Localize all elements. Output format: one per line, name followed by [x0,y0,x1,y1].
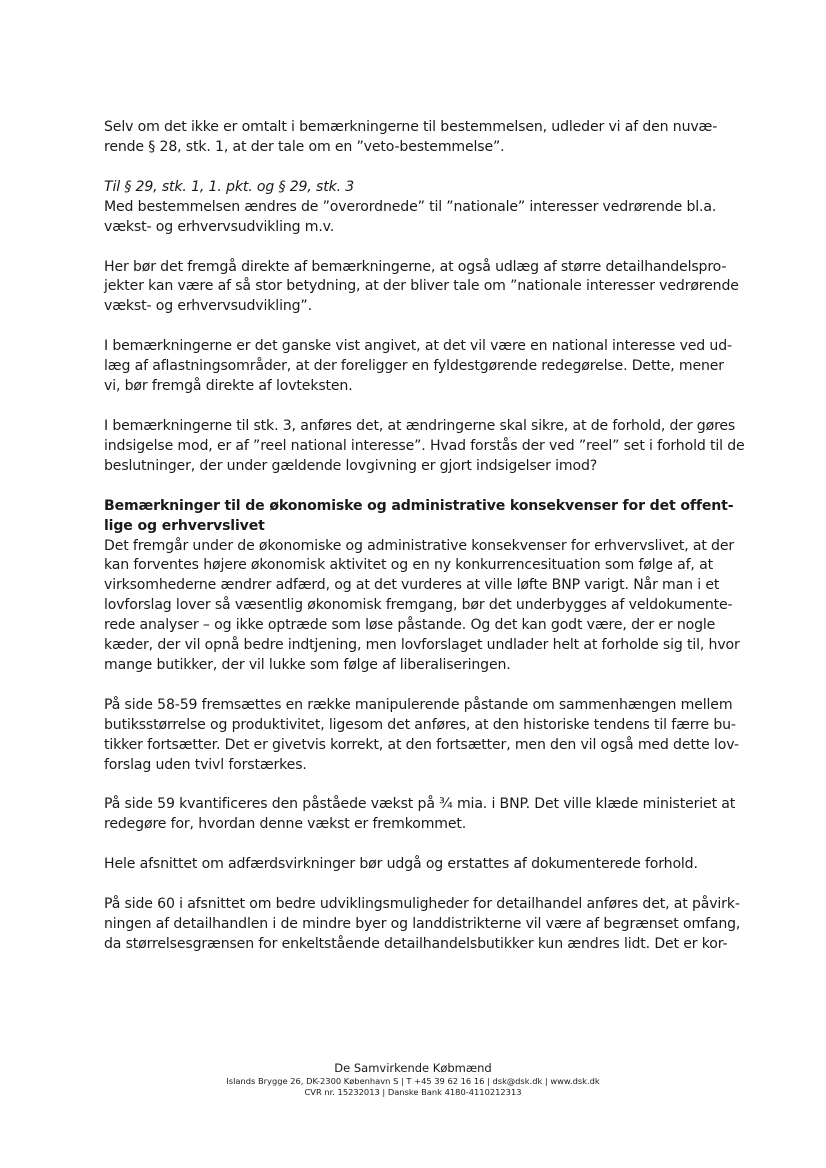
text-line: rede analyser – og ikke optræde som løse påstande. Og det kan godt være, der er nogle [104,617,716,634]
paragraph [104,178,726,238]
text-line: redegøre for, hvordan denne vækst er fremkommet. [104,816,467,833]
text-line: butiksstørrelse og produktivitet, ligesom det anføres, at den historiske tendens til færre bu- [104,716,736,733]
paragraph [104,118,726,158]
text-line: kæder, der vil opnå bedre indtjening, men lovforslaget undlader helt at forholde sig til, hvor [104,637,740,654]
text-line: På side 58-59 fremsættes en række manipulerende påstande om sammenhængen mellem [104,696,733,713]
text-line: vækst- og erhvervsudvikling”. [104,298,312,315]
text-line: jekter kan være af så stor betydning, at der bliver tale om ”nationale interesser vedrørende [104,278,739,295]
footer-organization-name: De Samvirkende Købmænd [334,1061,492,1075]
footer-address: Islands Brygge 26, DK-2300 København S | T +45 39 62 16 16 | dsk@dsk.dk | www.dsk.dk [226,1076,600,1086]
section-subheading: Til § 29, stk. 1, 1. pkt. og § 29, stk. 3 [104,178,355,195]
section-heading-line: lige og erhvervslivet [104,517,265,534]
paragraph [104,497,740,676]
text-line: læg af aflastningsområder, at der foreligger en fyldestgørende redegørelse. Dette, mener [104,358,724,375]
section-heading-line: Bemærkninger til de økonomiske og administrative konsekvenser for det offent- [104,497,734,514]
text-line: beslutninger, der under gældende lovgivning er gjort indsigelser imod? [104,457,598,474]
footer-registration: CVR nr. 15232013 | Danske Bank 4180-4110212313 [304,1087,522,1097]
document-body [104,118,745,975]
text-line: Med bestemmelsen ændres de ”overordnede” til ”nationale” interesser vedrørende bl.a. [104,198,717,215]
text-line: indsigelse mod, er af ”reel national interesse”. Hvad forstås der ved ”reel” set i forhold til de [104,437,745,454]
paragraph [104,795,736,835]
paragraph [104,337,732,397]
text-line: Selv om det ikke er omtalt i bemærkningerne til bestemmelsen, udleder vi af den nuvæ- [104,119,718,135]
text-line: I bemærkningerne til stk. 3, anføres det, at ændringerne skal sikre, at de forhold, der gøres [104,417,736,434]
text-line: På side 60 i afsnittet om bedre udviklingsmuligheder for detailhandel anføres det, at påvirk- [104,896,740,913]
text-line: På side 59 kvantificeres den påståede vækst på ¾ mia. i BNP. Det ville klæde ministeriet at [104,796,736,813]
paragraph [104,417,745,477]
paragraph [104,696,739,776]
text-line: tikker fortsætter. Det er givetvis korrekt, at den fortsætter, men den vil også med dette lov- [104,736,739,753]
text-line: vi, bør fremgå direkte af lovteksten. [104,378,353,395]
paragraph [104,258,739,318]
text-line: rende § 28, stk. 1, at der tale om en ”veto-bestemmelse”. [104,138,505,155]
text-line: Hele afsnittet om adfærdsvirkninger bør udgå og erstattes af dokumenterede forhold. [104,856,698,873]
letterhead-footer [0,1061,826,1098]
text-line: da størrelsesgrænsen for enkeltstående detailhandelsbutikker kun ændres lidt. Det er kor- [104,936,728,952]
text-line: kan forventes højere økonomisk aktivitet og en ny konkurrencesituation som følge af, at [104,557,713,574]
text-line: Her bør det fremgå direkte af bemærkningerne, at også udlæg af større detailhandelspro- [104,258,727,275]
text-line: I bemærkningerne er det ganske vist angivet, at det vil være en national interesse ved ud- [104,338,732,355]
text-line: ningen af detailhandlen i de mindre byer og landdistrikterne vil være af begrænset omfang, [104,916,741,933]
text-line: lovforslag lover så væsentlig økonomisk fremgang, bør det underbygges af veldokumente- [104,597,733,614]
text-line: mange butikker, der vil lukke som følge af liberaliseringen. [104,656,511,673]
text-line: Det fremgår under de økonomiske og administrative konsekvenser for erhvervslivet, at der [104,537,735,554]
text-line: forslag uden tvivl forstærkes. [104,756,307,773]
paragraph [104,855,726,875]
text-line: vækst- og erhvervsudvikling m.v. [104,218,335,235]
text-line: virksomhederne ændrer adfærd, og at det vurderes at ville løfte BNP varigt. Når man i et [104,577,720,594]
paragraph [104,895,741,955]
